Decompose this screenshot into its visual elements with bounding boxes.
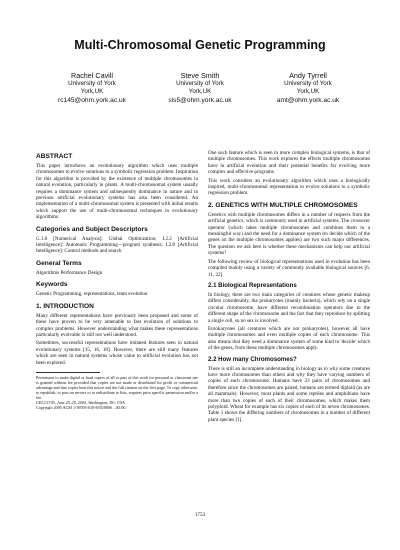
section-heading: 2. GENETICS WITH MULTIPLE CHROMOSOMES [208,201,358,209]
abstract-heading: ABSTRACT [36,153,73,160]
author-affiliation: University of York [68,80,116,87]
paper-title: Multi-Chromosomal Genetic Programming [74,38,326,52]
author-affiliation: University of York [284,80,332,87]
body-paragraph: This work considers an evolutionary algorithm which uses a biologically inspired, multi-chromosomal representation to evolve solutions to a symbolic regression problem. [208,177,370,197]
abstract-text: This paper introduces an evolutionary algorithm which uses multiple chromosomes to evolve solutions to a symbolic regression problem. Inspiration for this algorithm is provided by the existence of multiple chromosomes in natural evolution, particularly in plants. A multi-chromosomal system usually requires a dominance system and subsequently dominance in nature and in previous artificial evolutionary systems has also been considered. An implementation of a multi-chromosomal system is presented with initial results which support the use of multi-chromosomal techniques in evolutionary algorithms. [36,163,198,221]
body-paragraph: Eurokaryotes (all creatures which are not prokaryotes), however all have multiple chromosomes and even multiple copies of each chromosome. This also means that they need a dominance system of some kind to 'decide' which of the genes, from these multiple chromosomes apply. [208,325,370,352]
author-email: amt@ohm.york.ac.uk [276,97,340,104]
author-block [140,72,260,105]
author-name: Andy Tyrrell [289,71,327,80]
author-name: Rachel Cavill [71,71,113,80]
subsection-heading: 2.2 How many Chromosomes? [208,355,297,363]
author-block [248,72,368,105]
author-name: Steve Smith [180,71,220,80]
footnote-divider [36,372,100,373]
author-city: York,UK [80,88,104,95]
author-block [32,72,152,105]
body-paragraph: The following review of biological representations used in evolution has been compiled mainly using a variety of commonly available biological sources [6, 11, 22]. [208,258,370,278]
body-paragraph: There is still an incomplete understanding in biology as to why some creatures have more chromosomes than others and why they have varying numbers of copies of each chromosome. Humans have 23 pairs of chromosomes and therefore since the chromosomes are paired, humans are termed diploid (as are all mammals). However, most plants and some reptiles and amphibians have more than two copies of each of their chromosomes, which makes them polyploid. Wheat for example has six copies of each of its seven chromosomes. Table 1 shows the differing numbers of chromosomes in a number of different plant species [1]. [208,365,371,423]
keywords-text: Genetic Programming, representations, team evolution [36,291,148,298]
author-city: York,UK [188,88,212,95]
author-city: York,UK [296,88,320,95]
copyright-line: Copyright 2005 ACM 1-59593-010-8/05/0006 ...$5.00. [36,404,127,410]
left-column [36,148,198,410]
author-email: sls5@ohm.york.ac.uk [168,97,232,104]
right-column [208,150,370,425]
introduction-paragraph: Sometimes, successful representations have imitated features seen in natural evolutionary systems [15, 16, 18]. However, there are still many features which are seen in natural systems whose value to artificial evolution has not been explored. [36,340,198,366]
body-paragraph: Genetics with multiple chromosomes differs in a number of respects from the artificial genetics, which is commonly used in artificial systems. The crossover operator (which takes multiple chromosomes and combines them in a meaningful way) and the need for a dominance system (to decide which of the genes on the multiple chromosomes applies) are two such major differences. The question we ask here is whether these mechanisms can help our artificial systems? [208,211,370,257]
introduction-paragraph: Many different representations have previously been proposed and some of these have proven to be very amenable to fast evolution of solutions to complex problems. However understanding what makes these representations particularly evolvable is still not well understood. [36,312,198,338]
body-paragraph: One such feature which is seen in more complex biological systems, is that of multiple chromosomes. This work explores the effects multiple chromosomes have in artificial evolution and their potential benefits for evolving more complex and effective programs. [208,150,370,176]
conference-line: GECCO'05, June 25–29, 2005, Washington, DC, USA. [36,399,126,405]
author-affiliation: University of York [176,80,224,87]
categories-heading: Categories and Subject Descriptors [36,225,148,233]
author-email: rc145@ohm.york.ac.uk [58,97,126,104]
keywords-heading: Keywords [36,281,68,289]
page-number: 1753 [194,512,206,518]
body-paragraph: In biology, there are two main categories of creatures whose genetic makeup differs considerably, the prokaryotes (mainly bacteria), which rely on a single circular chromosome, have different recombination operators due to the different shape of the chromosome and the fact that they reproduce by splitting a single cell, so no sex is involved. [208,291,370,324]
categories-text: G.1.6 [Numerical Analysis]: Global Optimization; I.2.2 [Artificial Intelligence]: Automatic Programming—program synthesis; I.2.8 [Artificial Intelligence]: Control methods and search [36,235,198,255]
introduction-heading: 1. INTRODUCTION [36,302,94,310]
subsection-heading: 2.1 Biological Representations [208,281,297,289]
general-terms-heading: General Terms [36,259,82,267]
permission-notice: Permission to make digital or hard copies of all or part of this work for personal or classroom use is granted without fee provided that copies are not made or distributed for profit or commercial advantage and that copies bear this notice and the full citation on the first page. To copy otherwise, to republish, to post on servers or to redistribute to lists, requires prior specific permission and/or a fee. [36,374,198,400]
general-terms-text: Algorithms Performance Design [36,269,103,276]
